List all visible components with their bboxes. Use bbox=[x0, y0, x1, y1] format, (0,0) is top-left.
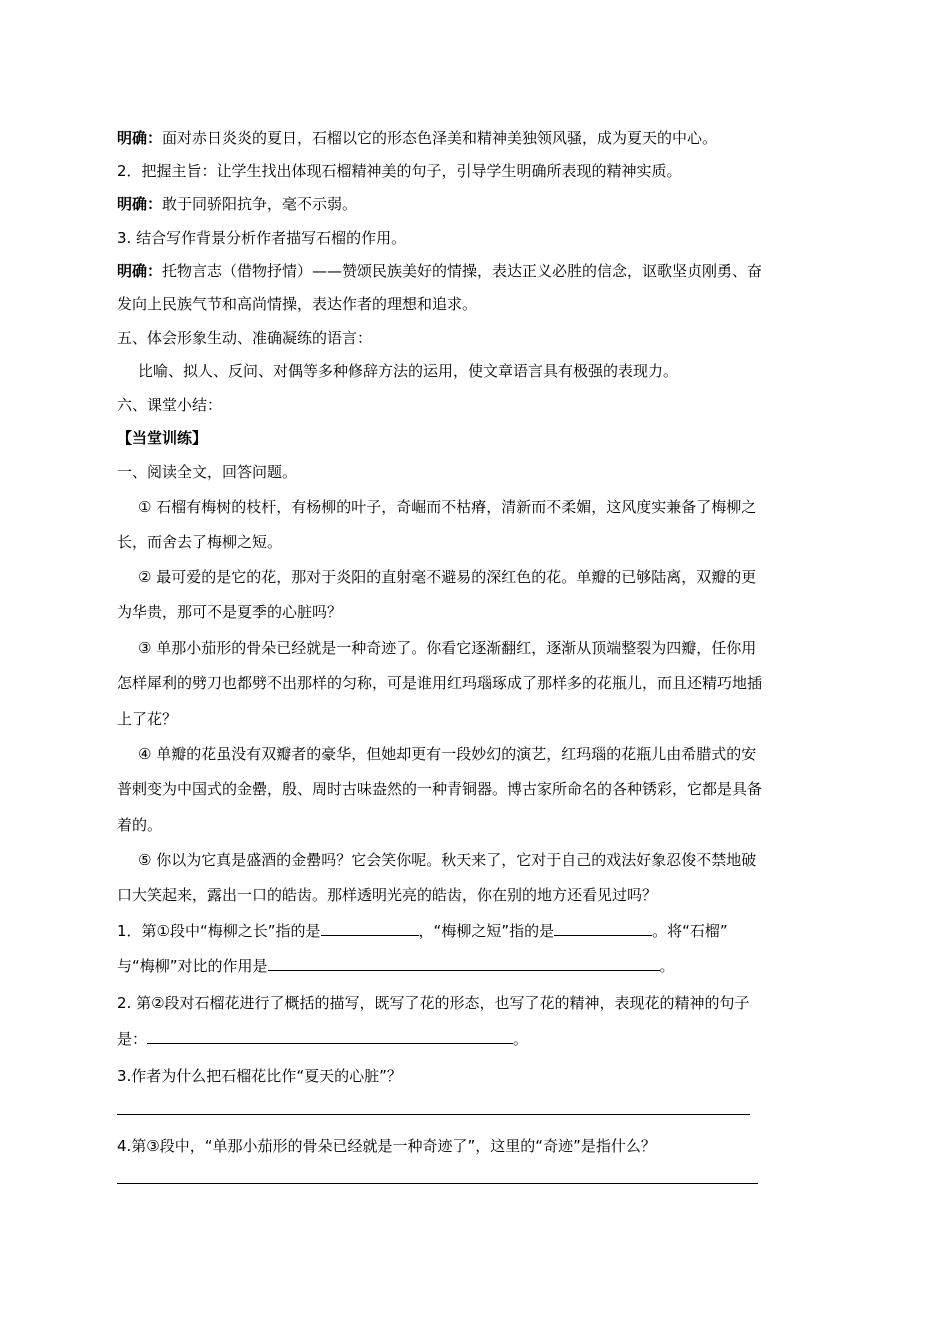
paragraph-4-line-2: 普剌变为中国式的金罍，殷、周时古味盎然的一种青铜器。博古家所命名的各种锈彩，它都是具备 bbox=[117, 780, 763, 798]
step-3: 3. 结合写作背景分析作者描写石榴的作用。 bbox=[117, 229, 407, 247]
answer-blank[interactable] bbox=[554, 921, 652, 936]
question-2-line-1: 2. 第②段对石榴花进行了概括的描写，既写了花的形态，也写了花的精神，表现花的精神的句子 bbox=[117, 994, 750, 1012]
paragraph-3-line-2: 怎样犀利的劈刀也都劈不出那样的匀称，可是谁用红玛瑙琢成了那样多的花瓶儿，而且还精巧地插 bbox=[117, 674, 763, 692]
paragraph-2-line-1: ② 最可爱的是它的花，那对于炎阳的直射毫不避易的深红色的花。单瓣的已够陆离，双瓣的更 bbox=[138, 568, 757, 586]
question-text: 1．第①段中“梅柳之长”指的是 bbox=[117, 922, 321, 940]
question-4: 4.第③段中，“单那小茄形的骨朵已经就是一种奇迹了”，这里的“奇迹”是指什么？ bbox=[117, 1137, 656, 1155]
answer-line[interactable] bbox=[117, 1114, 750, 1115]
question-text: 。将“石榴” bbox=[652, 922, 728, 940]
paragraph-2-line-2: 为华贵，那可不是夏季的心脏吗？ bbox=[117, 603, 343, 621]
paragraph-1-line-2: 长，而舍去了梅柳之短。 bbox=[117, 533, 283, 551]
step-2: 2．把握主旨：让学生找出体现石榴精神美的句子，引导学生明确所表现的精神实质。 bbox=[117, 162, 682, 180]
answer-line-2 bbox=[117, 194, 852, 214]
question-2-line-2 bbox=[117, 1029, 852, 1049]
answer-line-3-cont: 发向上民族气节和高尚情操，表达作者的理想和追求。 bbox=[117, 295, 478, 313]
paragraph-4-line-3: 着的。 bbox=[117, 816, 163, 834]
question-text: ，“梅柳之短”指的是 bbox=[418, 922, 555, 940]
paragraph-1-line-1: ① 石榴有梅树的枝杆，有杨柳的叶子，奇崛而不枯瘠，清新而不柔媚，这风度实兼备了梅柳之 bbox=[138, 498, 757, 516]
practice-heading: 【当堂训练】 bbox=[117, 429, 208, 447]
section-5-text: 比喻、拟人、反问、对偶等多种修辞方法的运用，使文章语言具有极强的表现力。 bbox=[138, 362, 679, 380]
reading-instruction: 一、阅读全文，回答问题。 bbox=[117, 463, 298, 481]
answer-blank[interactable] bbox=[321, 921, 419, 936]
answer-line[interactable] bbox=[117, 1183, 758, 1184]
question-text: 。 bbox=[513, 1030, 529, 1048]
section-5-heading: 五、体会形象生动、准确凝练的语言： bbox=[117, 329, 373, 347]
paragraph-5-line-2: 口大笑起来，露出一口的皓齿。那样透明光亮的皓齿，你在别的地方还看见过吗？ bbox=[117, 886, 658, 904]
answer-text: 托物言志（借物抒情）——赞颂民族美好的情操，表达正义必胜的信念，讴歌坚贞刚勇、奋 bbox=[162, 262, 763, 280]
question-text: 。 bbox=[659, 957, 675, 975]
answer-line-3 bbox=[117, 261, 852, 281]
paragraph-5-line-1: ⑤ 你以为它真是盛酒的金罍吗？它会笑你呢。秋天来了，它对于自己的戏法好象忍俊不禁地破 bbox=[138, 851, 757, 869]
answer-label: 明确： bbox=[117, 195, 163, 213]
section-6-heading: 六、课堂小结： bbox=[117, 396, 223, 414]
answer-blank[interactable] bbox=[147, 1029, 513, 1044]
answer-line-1 bbox=[117, 128, 852, 148]
answer-label: 明确： bbox=[117, 129, 163, 147]
answer-text: 面对赤日炎炎的夏日，石榴以它的形态色泽美和精神美独领风骚，成为夏天的中心。 bbox=[162, 129, 718, 147]
paragraph-4-line-1: ④ 单瓣的花虽没有双瓣者的豪华，但她却更有一段妙幻的演艺，红玛瑙的花瓶儿由希腊式的安 bbox=[138, 745, 757, 763]
paragraph-3-line-3: 上了花？ bbox=[117, 710, 178, 728]
question-3: 3.作者为什么把石榴花比作“夏天的心脏”？ bbox=[117, 1067, 402, 1085]
answer-blank[interactable] bbox=[268, 956, 660, 971]
answer-label: 明确： bbox=[117, 262, 163, 280]
question-1-line-1 bbox=[117, 921, 852, 941]
answer-text: 敢于同骄阳抗争，毫不示弱。 bbox=[162, 195, 358, 213]
question-1-line-2 bbox=[117, 956, 852, 976]
question-text: 与“梅柳”对比的作用是 bbox=[117, 957, 268, 975]
question-text: 是： bbox=[117, 1030, 148, 1048]
paragraph-3-line-1: ③ 单那小茄形的骨朵已经就是一种奇迹了。你看它逐渐翻红，逐渐从顶端整裂为四瓣，任你用 bbox=[138, 639, 757, 657]
